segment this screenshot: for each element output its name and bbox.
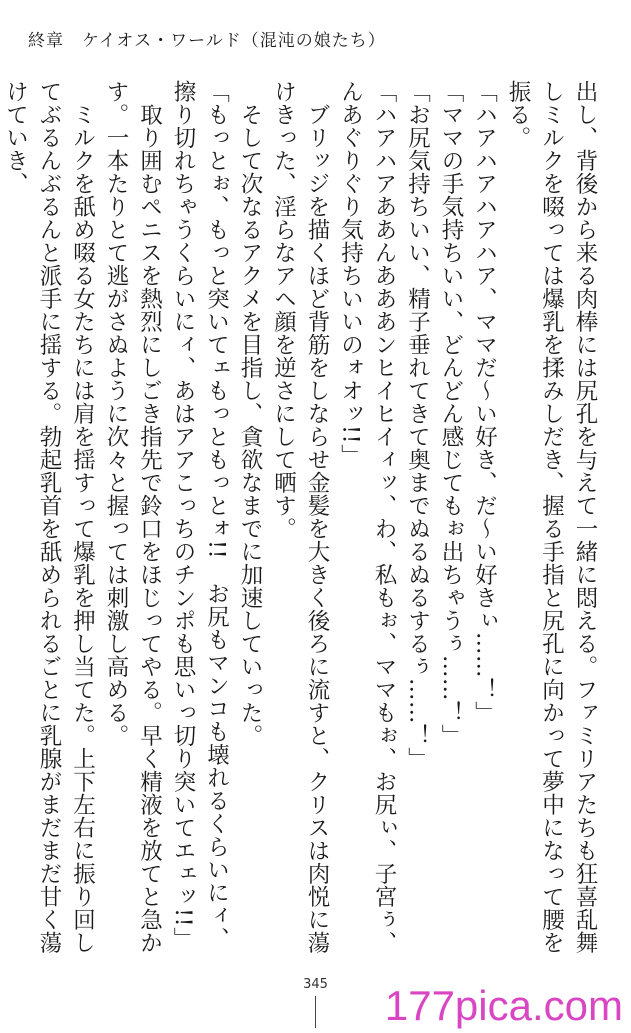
paragraph: そして次なるアクメを目指し、貪欲なまでに加速していった。 (237, 80, 263, 747)
paragraph: 出し、背後から来る肉棒には尻孔を与えて一緒に悶える。ファミリアたちも狂喜乱舞しミルクを啜っては爆乳を揉みしだき、握る手指と尻孔に向かって夢中になって腰を振る。 (505, 80, 598, 954)
watermark-logo: 177pica.com (384, 982, 623, 1029)
paragraph: ブリッジを描くほど背筋をしならせ金髪を大きく後ろに流すと、クリスは肉悦に蕩けきった、淫らなアヘ顔を逆さにして晒す。 (270, 80, 330, 954)
paragraph: 「ハアハアああんあああンヒイヒイィッ、わ、私もぉ、ママもぉ、お尻ぃ、子宮ぅ、んあぐりぐり気持ちいいのォオッ!!」 (337, 80, 397, 954)
paragraph: 「ハアハアハアハア、ママだ〜い好き、だ〜い好きぃ……！」 (471, 80, 498, 724)
paragraph: 「もっとぉ、もっと突いてェもっともっとォ!! お尻もマンコも壊れるくらいにィ、擦り切れちゃうくらいにィ、あはアアこっちのチンポも思いっ切り突いてエェッ!!」 (170, 80, 230, 951)
paragraph: 取り囲むペニスを熱烈にしごき指先で鈴口をほじってやる。早く精液を放てと急かす。一本たりとて逃がさぬように次々と握っては刺激し高める。 (103, 80, 163, 954)
page-number: 345 (303, 977, 328, 992)
folio-divider (315, 996, 316, 1028)
paragraph: 「ママの手気持ちいい、どんどん感じてもぉ出ちゃうぅ……！」 (438, 80, 464, 747)
paragraph: ミルクを舐め啜る女たちには肩を揺すって爆乳を押し当てた。上下左右に振り回してぶるんぶるんと派手に揺する。勃起乳首を舐められるごとに乳腺がまだまだ甘く蕩けていき、 (2, 80, 96, 954)
body-text (2, 80, 601, 960)
running-head: 終章 ケイオス・ワールド（混沌の娘たち） (28, 31, 386, 51)
paragraph: 「お尻気持ちいい、精子垂れてきて奥までぬるぬるするぅ……！」 (404, 80, 431, 770)
